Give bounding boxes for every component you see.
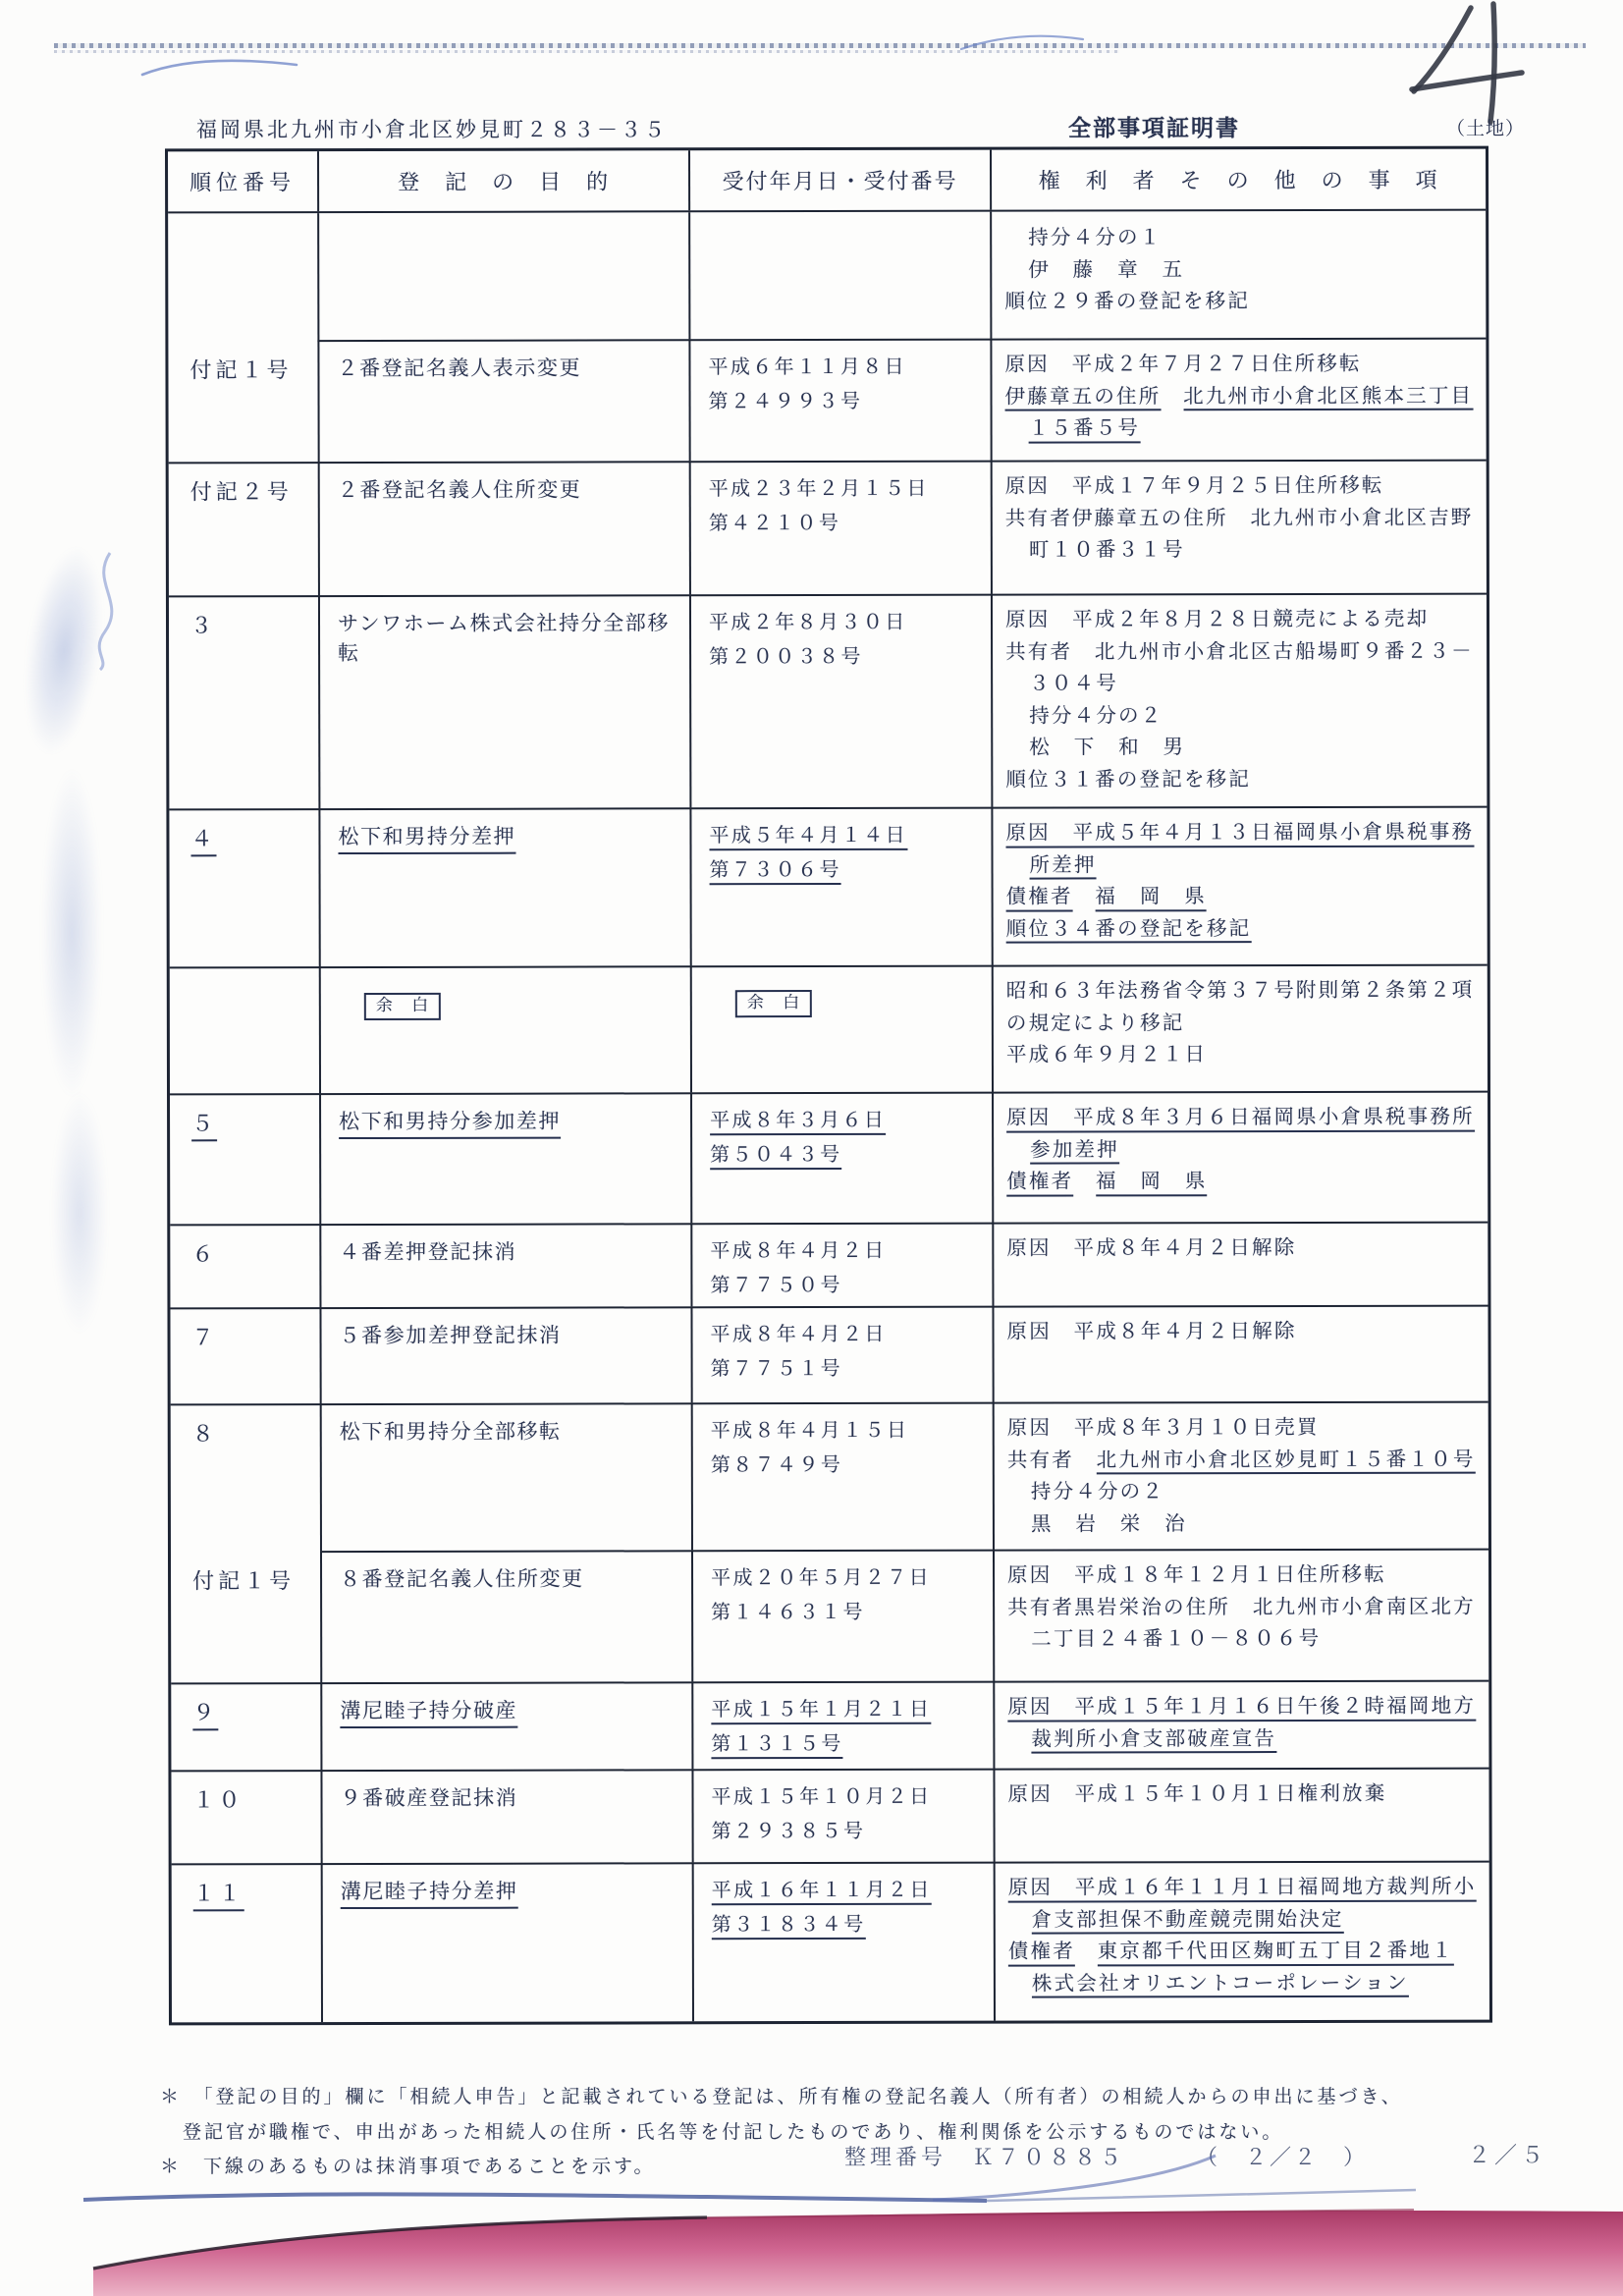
reception-line: 第４２１０号 bbox=[708, 510, 841, 535]
purpose-cell: ５番参加差押登記抹消 bbox=[319, 1306, 690, 1403]
property-address: 福岡県北九州市小倉北区妙見町２８３－３５ bbox=[196, 118, 668, 141]
rights-line: 持分４分の２ bbox=[1029, 702, 1163, 728]
rights-cell bbox=[992, 1222, 1488, 1306]
rights-line: 債権者 福 岡 県 bbox=[1006, 1165, 1480, 1198]
table-row bbox=[170, 1091, 1488, 1225]
reception-line: 平成８年３月６日 bbox=[710, 1103, 992, 1138]
column-header-reception: 受付年月日・受付番号 bbox=[688, 150, 990, 211]
table-row bbox=[171, 1680, 1488, 1771]
rights-cell bbox=[991, 806, 1487, 965]
table-row bbox=[171, 1401, 1488, 1552]
reception-line: 平成２０年５月２７日 bbox=[711, 1564, 932, 1590]
page-counter: ２／５ bbox=[1468, 2143, 1547, 2168]
next-page-pink-edge bbox=[0, 2200, 1623, 2296]
registry-table-body bbox=[168, 211, 1489, 2023]
purpose-cell: 松下和男持分差押 bbox=[318, 807, 689, 966]
blank-space-stamp: 余 白 bbox=[735, 990, 812, 1017]
reception-cell bbox=[691, 1769, 993, 1863]
table-row bbox=[169, 460, 1487, 596]
pen-arc-top-left bbox=[137, 49, 304, 88]
rights-cell bbox=[993, 1549, 1488, 1681]
reception-cell bbox=[690, 1306, 992, 1403]
rights-line: 伊藤章五の住所 北九州市小倉北区熊本三丁目 bbox=[1004, 379, 1478, 412]
column-header-purpose: 登 記 の 目 的 bbox=[317, 150, 688, 211]
reception-cell bbox=[688, 212, 990, 340]
table-header-row bbox=[168, 149, 1486, 214]
registry-table bbox=[165, 146, 1492, 2026]
table-row bbox=[169, 806, 1487, 967]
rights-cell bbox=[993, 1680, 1488, 1769]
purpose-cell: サンワホーム株式会社持分全部移転 bbox=[318, 594, 689, 808]
rights-line: 原因 平成１８年１２月１日住所移転 bbox=[1007, 1561, 1386, 1587]
rights-line: 原因 平成２年８月２８日競売による売却 bbox=[1004, 606, 1430, 631]
purpose-cell: ４番差押登記抹消 bbox=[319, 1223, 690, 1307]
rights-line: 原因 平成１５年１月１６日午後２時福岡地方 bbox=[1007, 1690, 1481, 1723]
purpose-cell: ２番登記名義人表示変更 bbox=[317, 339, 688, 462]
reception-line: 第７７５０号 bbox=[710, 1272, 842, 1297]
rights-line: 原因 平成８年３月１０日売買 bbox=[1006, 1414, 1320, 1440]
rights-line: 原因 平成１５年１０月１日権利放棄 bbox=[1007, 1780, 1387, 1806]
pen-arc-top-right bbox=[957, 26, 1090, 57]
reception-line: 第２９３８５号 bbox=[711, 1818, 866, 1843]
sheet-counter: （ ２／２ ） bbox=[1196, 2146, 1369, 2170]
rights-line: 原因 平成１６年１１月１日福岡地方裁判所小 bbox=[1008, 1871, 1482, 1904]
table-row bbox=[170, 964, 1488, 1094]
rank-cell: １１ bbox=[172, 1863, 321, 2022]
reception-line: 第７７５１号 bbox=[710, 1355, 843, 1381]
rights-line: 参加差押 bbox=[1006, 1132, 1480, 1166]
rights-line: 倉支部担保不動産競売開始決定 bbox=[1008, 1902, 1482, 1936]
rank-cell: ９ bbox=[171, 1682, 320, 1770]
reception-line: 平成２３年２月１５日 bbox=[708, 475, 929, 501]
table-row bbox=[171, 1768, 1488, 1864]
rights-line: 債権者 福 岡 県 bbox=[1006, 880, 1480, 913]
rights-line: 共有者伊藤章五の住所 北九州市小倉北区吉野 bbox=[1004, 505, 1474, 530]
reception-cell bbox=[691, 1402, 993, 1551]
rights-line: 松 下 和 男 bbox=[1029, 735, 1186, 759]
purpose-cell bbox=[317, 212, 688, 340]
column-header-rights: 権 利 者 そ の 他 の 事 項 bbox=[990, 149, 1486, 210]
rights-line: 順位３４番の登記を移記 bbox=[1006, 911, 1480, 945]
reception-line: 第２００３８号 bbox=[709, 643, 863, 669]
reception-cell bbox=[692, 1862, 994, 2022]
reception-line: 第７３０６号 bbox=[710, 852, 992, 888]
footnote-heirs: ＊ 「登記の目的」欄に「相続人申告」と記載されている登記は、所有権の登記名義人（所有者）の相続人からの申出に基づき、 bbox=[160, 2086, 1403, 2107]
rank-cell: ６ bbox=[191, 1242, 218, 1268]
table-row bbox=[168, 211, 1486, 341]
rank-cell: 付記２号 bbox=[189, 480, 293, 506]
reception-line: 平成１６年１１月２日 bbox=[712, 1873, 994, 1908]
rights-line: 原因 平成５年４月１３日福岡県小倉県税事務 bbox=[1005, 816, 1479, 849]
rights-line: 所差押 bbox=[1005, 847, 1479, 881]
reception-cell bbox=[689, 594, 991, 808]
rights-line: 共有者 北九州市小倉北区古船場町９番２３－ bbox=[1005, 638, 1474, 664]
rights-line: ３０４号 bbox=[1029, 671, 1118, 695]
reception-cell bbox=[690, 965, 992, 1093]
rights-line: 持分４分の２ bbox=[1030, 1479, 1165, 1503]
reception-cell bbox=[691, 1550, 993, 1682]
reception-line: 平成８年４月２日 bbox=[710, 1237, 887, 1263]
purpose-cell: 松下和男持分参加差押 bbox=[319, 1092, 690, 1224]
table-row bbox=[169, 593, 1487, 809]
rights-cell bbox=[991, 593, 1487, 807]
reception-cell bbox=[689, 807, 991, 966]
column-header-rank: 順位番号 bbox=[189, 171, 297, 196]
purpose-cell: ８番登記名義人住所変更 bbox=[320, 1550, 691, 1682]
purpose-cell: ９番破産登記抹消 bbox=[320, 1769, 691, 1863]
rights-line: 順位３１番の登記を移記 bbox=[1005, 766, 1252, 792]
purpose-cell: 溝尼睦子持分破産 bbox=[320, 1681, 691, 1770]
rank-cell: １０ bbox=[192, 1788, 244, 1814]
rights-line: 原因 平成１７年９月２５日住所移転 bbox=[1004, 472, 1384, 498]
purpose-cell: ２番登記名義人住所変更 bbox=[318, 461, 689, 595]
reception-line: 平成２年８月３０日 bbox=[708, 609, 907, 634]
rank-cell: 付記１号 bbox=[189, 358, 293, 384]
rank-cell bbox=[170, 966, 319, 1093]
rights-line: 共有者黒岩栄治の住所 北九州市小倉南区北方 bbox=[1007, 1594, 1476, 1619]
rank-cell bbox=[168, 213, 317, 340]
rights-cell bbox=[992, 964, 1488, 1092]
reference-number: 整理番号 Ｋ７０８８５ bbox=[844, 2146, 1126, 2170]
rights-line: 黒 岩 栄 治 bbox=[1030, 1510, 1187, 1536]
rights-line: 共有者 北九州市小倉北区妙見町１５番１０号 bbox=[1007, 1443, 1481, 1476]
table-row bbox=[172, 1861, 1489, 2023]
rights-line: 株式会社オリエントコーポレーション bbox=[1008, 1966, 1482, 1999]
rights-line: 原因 平成８年４月２日解除 bbox=[1006, 1319, 1297, 1343]
rights-cell bbox=[990, 338, 1486, 461]
purpose-cell bbox=[319, 965, 690, 1093]
rank-cell: ５ bbox=[170, 1093, 319, 1224]
scan-smudge bbox=[51, 1090, 108, 1336]
reception-cell bbox=[691, 1681, 993, 1770]
rights-line: 債権者 東京都千代田区麹町五丁目２番地１ bbox=[1008, 1935, 1482, 1968]
reception-line: 第３１８３４号 bbox=[712, 1907, 994, 1942]
rank-cell: ４ bbox=[169, 808, 318, 966]
rights-cell bbox=[993, 1401, 1488, 1550]
reception-cell bbox=[690, 1223, 992, 1307]
rank-cell: 付記１号 bbox=[192, 1569, 296, 1595]
reception-cell bbox=[689, 461, 991, 595]
table-row bbox=[170, 1222, 1488, 1308]
rank-cell: ８ bbox=[191, 1422, 218, 1448]
reception-line: 第８７４９号 bbox=[710, 1451, 843, 1477]
rights-cell bbox=[992, 1305, 1488, 1402]
scan-noise-band bbox=[54, 43, 1586, 48]
rights-line: 原因 平成２年７月２７日住所移転 bbox=[1004, 351, 1362, 376]
reception-line: 平成８年４月１５日 bbox=[710, 1417, 909, 1443]
rights-line: 原因 平成８年３月６日福岡県小倉県税事務所 bbox=[1006, 1101, 1480, 1134]
rights-cell bbox=[990, 211, 1486, 339]
rights-line: 二丁目２４番１０－８０６号 bbox=[1031, 1625, 1322, 1651]
rights-line: 順位２９番の登記を移記 bbox=[1004, 289, 1251, 313]
reception-line: 第５０４３号 bbox=[710, 1137, 992, 1173]
rights-line: 原因 平成８年４月２日解除 bbox=[1006, 1235, 1297, 1260]
footnote-heirs-continued: 登記官が職権で、申出があった相続人の住所・氏名等を付記したものであり、権利関係を公示するものではない。 bbox=[183, 2121, 1284, 2143]
rights-cell bbox=[991, 460, 1487, 594]
rights-line: 平成６年９月２１日 bbox=[1005, 1042, 1208, 1066]
table-row bbox=[171, 1549, 1488, 1683]
purpose-cell: 溝尼睦子持分差押 bbox=[321, 1862, 692, 2022]
rights-line: 持分４分の１ bbox=[1028, 225, 1163, 249]
table-row bbox=[168, 338, 1486, 463]
reception-line: 第１３１５号 bbox=[711, 1726, 993, 1762]
rights-line: 町１０番３１号 bbox=[1028, 537, 1185, 562]
rights-line: 裁判所小倉支部破産宣告 bbox=[1007, 1722, 1481, 1755]
property-type-label: （土地） bbox=[1446, 118, 1526, 139]
rights-line: 伊 藤 章 五 bbox=[1028, 256, 1185, 282]
blank-space-stamp: 余 白 bbox=[364, 993, 441, 1020]
reception-line: 平成１５年１月２１日 bbox=[711, 1692, 993, 1727]
rank-cell: ３ bbox=[189, 614, 217, 639]
reception-line: 平成８年４月２日 bbox=[710, 1321, 887, 1346]
rights-line: １５番５号 bbox=[1005, 411, 1479, 445]
rank-cell: ７ bbox=[191, 1326, 218, 1351]
rights-cell bbox=[993, 1768, 1488, 1862]
scan-smudge bbox=[41, 766, 102, 1100]
rights-cell bbox=[992, 1091, 1488, 1223]
reception-line: 平成６年１１月８日 bbox=[708, 354, 907, 379]
reception-cell bbox=[690, 1092, 992, 1224]
table-row bbox=[170, 1305, 1488, 1404]
footnote-underline: ＊ 下線のあるものは抹消事項であることを示す。 bbox=[160, 2156, 656, 2177]
handwritten-page-number bbox=[1394, 0, 1537, 133]
rights-cell bbox=[994, 1861, 1489, 2021]
certificate-title: 全部事項証明書 bbox=[1068, 116, 1240, 141]
reception-line: 第２４９９３号 bbox=[708, 388, 863, 413]
reception-line: 第１４６３１号 bbox=[711, 1599, 865, 1624]
rights-line: の規定により移記 bbox=[1005, 1010, 1185, 1035]
rights-line: 昭和６３年法務省令第３７号附則第２条第２項 bbox=[1005, 977, 1475, 1003]
reception-line: 平成１５年１０月２日 bbox=[711, 1783, 932, 1809]
purpose-cell: 松下和男持分全部移転 bbox=[320, 1402, 691, 1551]
reception-line: 平成５年４月１４日 bbox=[709, 818, 991, 853]
scan-scribble bbox=[79, 548, 167, 676]
reception-cell bbox=[688, 339, 990, 462]
